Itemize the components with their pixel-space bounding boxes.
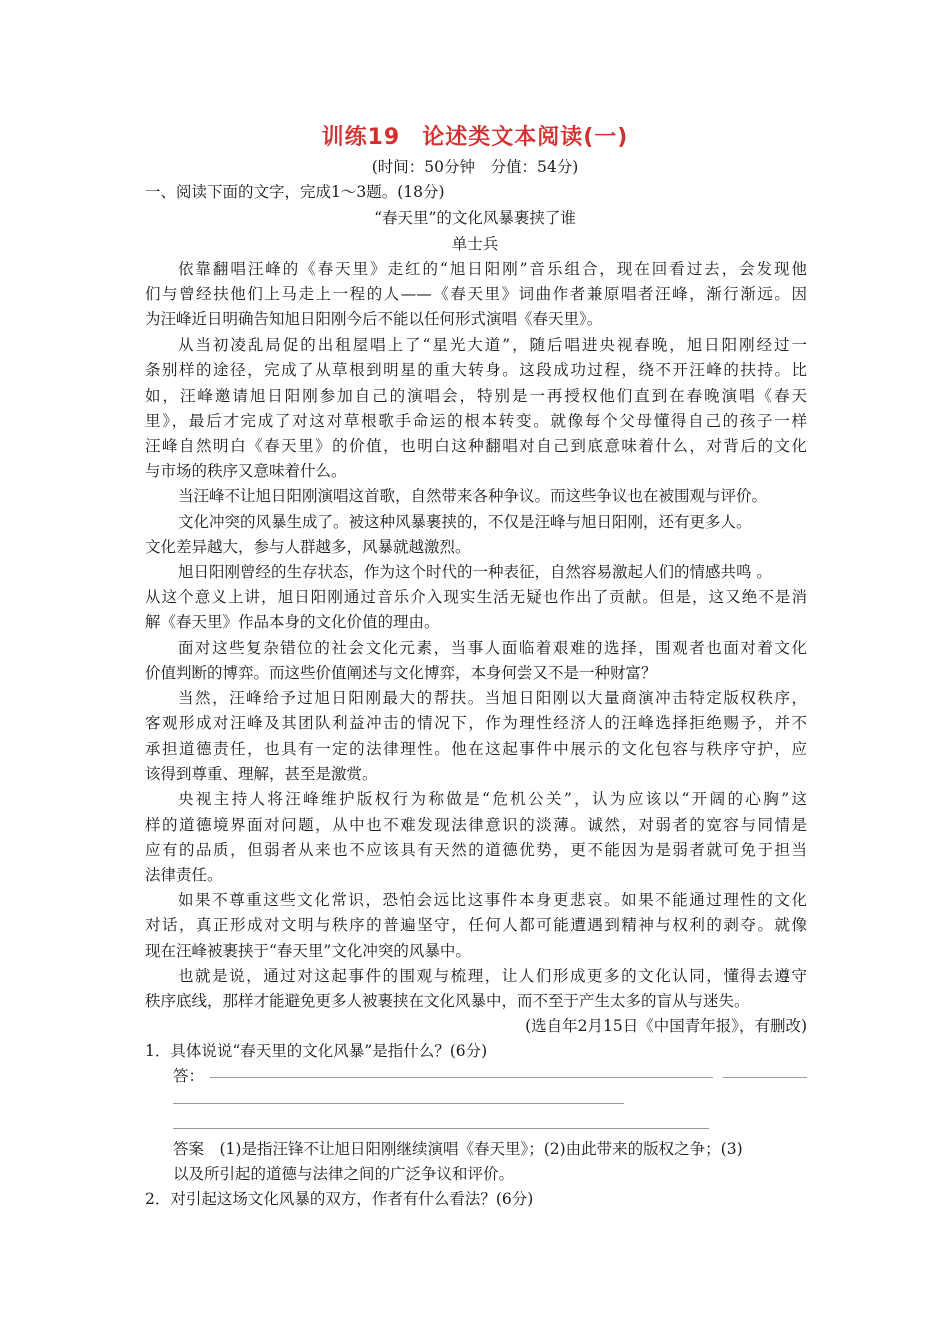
- article-author: 单士兵: [451, 235, 499, 253]
- article-line: 们与曾经扶他们上马走上一程的人——《春天里》词曲作者兼原唱者汪峰，渐行渐远。因: [145, 285, 807, 303]
- article-source: (选自年2月15日《中国青年报》，有删改): [525, 1017, 807, 1035]
- article-line: 文化差异越大，参与人群越多，风暴就越激烈。: [145, 538, 471, 556]
- article-line: 客观形成对汪峰及其团队利益冲击的情况下，作为理性经济人的汪峰选择拒绝赐予，并不: [145, 714, 807, 732]
- article-line: 也就是说，通过对这起事件的围观与梳理，让人们形成更多的文化认同，懂得去遵守: [178, 967, 807, 985]
- answer-label: 答：: [173, 1067, 205, 1085]
- answer-blank-line[interactable]: [723, 1077, 807, 1078]
- question-1: 1．具体说说“春天里的文化风暴”是指什么？(6分): [145, 1042, 488, 1060]
- article-line: 解《春天里》作品本身的文化价值的理由。: [145, 613, 440, 631]
- article-line: 当然，汪峰给予过旭日阳刚最大的帮扶。当旭日阳刚以大量商演冲击特定版权秩序，: [178, 689, 807, 707]
- article-line: 央视主持人将汪峰维护版权行为称做是“危机公关”，认为应该以“开阔的心胸”这: [178, 790, 807, 808]
- article-line: 从这个意义上讲，旭日阳刚通过音乐介入现实生活无疑也作出了贡献。但是，这又绝不是消: [145, 588, 807, 606]
- article-line: 旭日阳刚曾经的生存状态，作为这个时代的一种表征，自然容易激起人们的情感共鸣 。: [178, 563, 772, 581]
- article-line: 价值判断的博弈。而这些价值阐述与文化博弈，本身何尝又不是一种财富？: [145, 664, 657, 682]
- article-line: 承担道德责任，也具有一定的法律理性。他在这起事件中展示的文化包容与秩序守护，应: [145, 740, 807, 758]
- section-instruction: 一、阅读下面的文字，完成1～3题。(18分): [145, 183, 445, 201]
- article-line: 应有的品质，但弱者从来也不应该具有天然的道德优势，更不能因为是弱者就可免于担当: [145, 841, 807, 859]
- article-line: 法律责任。: [145, 866, 223, 884]
- title-topic: 论述类文本阅读(一): [422, 125, 629, 150]
- article-line: 与市场的秩序又意味着什么。: [145, 462, 347, 480]
- title-lesson: 训练19: [321, 125, 401, 150]
- article-line: 从当初凌乱局促的出租屋唱上了“星光大道”，随后唱进央视春晚，旭日阳刚经过一: [178, 336, 807, 354]
- article-line: 该得到尊重、理解，甚至是激赏。: [145, 765, 378, 783]
- page-title: [0, 120, 950, 151]
- article-line: 样的道德境界面对问题，从中也不难发现法律意识的淡薄。诚然，对弱者的宽容与同情是: [145, 816, 807, 834]
- answer-blank-line[interactable]: [173, 1103, 624, 1104]
- article-line: 如果不尊重这些文化常识，恐怕会远比这事件本身更悲哀。如果不能通过理性的文化: [178, 891, 807, 909]
- article-line: 当汪峰不让旭日阳刚演唱这首歌，自然带来各种争议。而这些争议也在被围观与评价。: [178, 487, 768, 505]
- article-line: 汪峰自然明白《春天里》的价值，也明白这种翻唱对自己到底意味着什么，对背后的文化: [145, 437, 807, 455]
- answer-blank-line[interactable]: [173, 1128, 709, 1129]
- article-line: 现在汪峰被裹挟于“春天里”文化冲突的风暴中。: [145, 942, 471, 960]
- article-line: 文化冲突的风暴生成了。被这种风暴裹挟的，不仅是汪峰与旭日阳刚，还有更多人。: [178, 513, 752, 531]
- article-line: 秩序底线，那样才能避免更多人被裹挟在文化风暴中，而不至于产生太多的盲从与迷失。: [145, 992, 750, 1010]
- article-line: 依靠翻唱汪峰的《春天里》走红的“旭日阳刚”音乐组合，现在回看过去，会发现他: [178, 260, 807, 278]
- article-title: “春天里”的文化风暴裹挟了谁: [374, 209, 576, 227]
- article-line: 条别样的途径，完成了从草根到明星的重大转身。这段成功过程，绕不开汪峰的扶持。比: [145, 361, 807, 379]
- article-line: 如，汪峰邀请旭日阳刚参加自己的演唱会，特别是一再授权他们直到在春晚演唱《春天: [145, 387, 807, 405]
- article-line: 面对这些复杂错位的社会文化元素，当事人面临着艰难的选择，围观者也面对着文化: [178, 639, 807, 657]
- answer-key-line: 答案 (1)是指汪锋不让旭日阳刚继续演唱《春天里》；(2)由此带来的版权之争；(3): [173, 1140, 743, 1158]
- article-line: 对话，真正形成对文明与秩序的普遍坚守，任何人都可能遭遇到精神与权利的剥夺。就像: [145, 916, 807, 934]
- time-score-subtitle: (时间：50分钟 分值：54分): [371, 158, 579, 176]
- article-line: 里》，最后才完成了对这对草根歌手命运的根本转变。就像每个父母懂得自己的孩子一样: [145, 412, 807, 430]
- question-2: 2．对引起这场文化风暴的双方，作者有什么看法？(6分): [145, 1190, 534, 1208]
- answer-key-line: 以及所引起的道德与法律之间的广泛争议和评价。: [173, 1165, 515, 1183]
- article-line: 为汪峰近日明确告知旭日阳刚今后不能以任何形式演唱《春天里》。: [145, 310, 603, 328]
- answer-blank-line[interactable]: [210, 1077, 713, 1078]
